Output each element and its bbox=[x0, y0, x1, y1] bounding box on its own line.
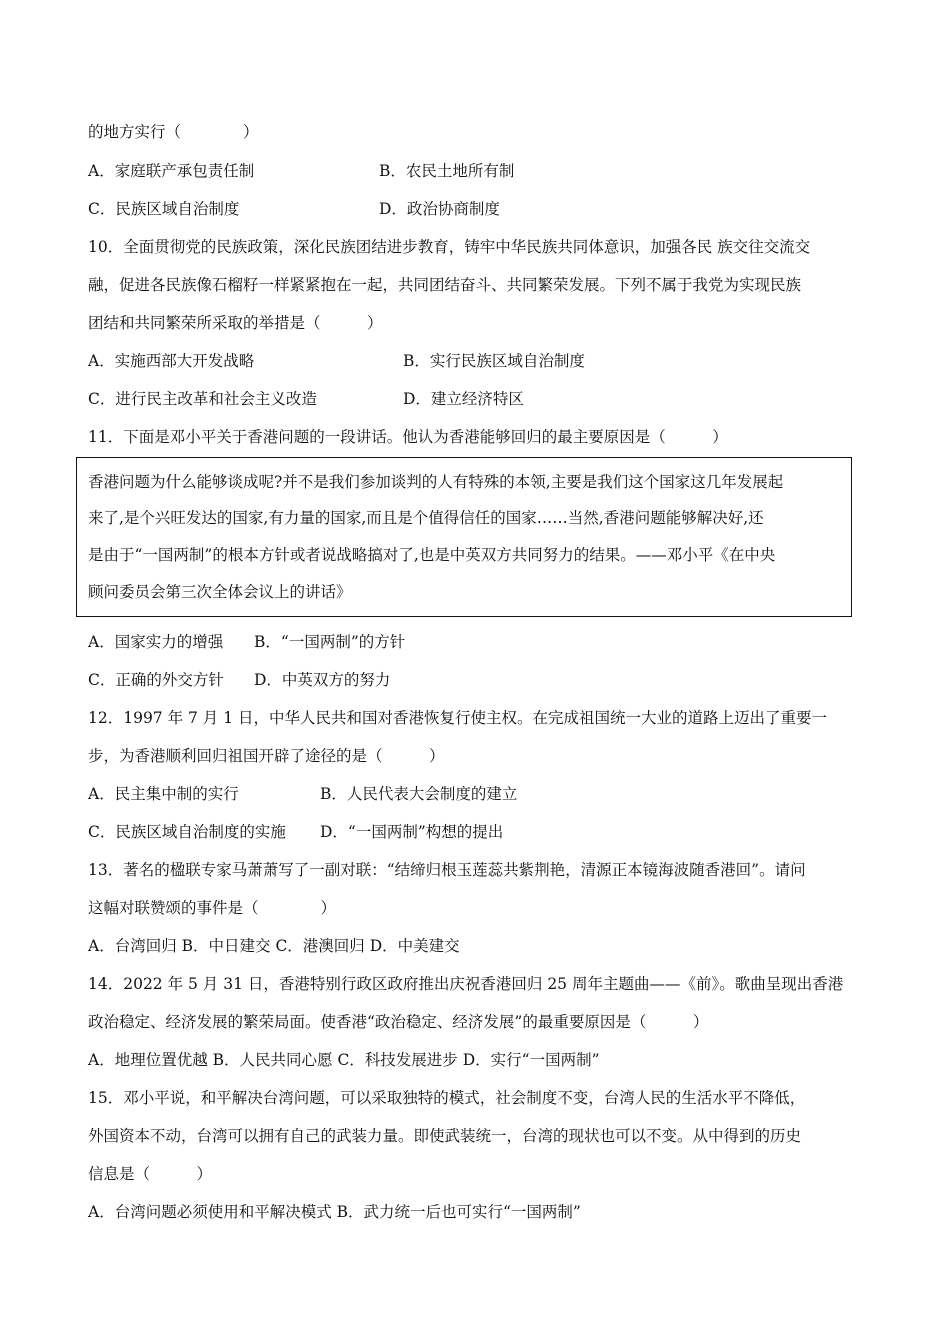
q12-option-b[interactable]: B．人民代表大会制度的建立 bbox=[320, 785, 518, 803]
q12-option-d[interactable]: D．“一国两制”构想的提出 bbox=[320, 823, 504, 841]
q12-option-c[interactable]: C．民族区域自治制度的实施 bbox=[88, 823, 286, 841]
q9-option-d[interactable]: D．政治协商制度 bbox=[379, 200, 500, 218]
q14-stem-line-2: 政治稳定、经济发展的繁荣局面。使香港“政治稳定、经济发展”的最重要原因是（ ） bbox=[88, 1013, 709, 1031]
q12-stem-line-2: 步，为香港顺利回归祖国开辟了途径的是（ ） bbox=[88, 747, 445, 765]
q11-option-c[interactable]: C．正确的外交方针 bbox=[88, 671, 224, 689]
q10-option-c[interactable]: C．进行民主改革和社会主义改造 bbox=[88, 390, 317, 408]
q11-option-d[interactable]: D．中英双方的努力 bbox=[254, 671, 391, 689]
q13-stem-line-1: 13．著名的楹联专家马萧萧写了一副对联：“结缔归根玉莲蕊共紫荆艳，清源正本镜海波随香港回”。请问 bbox=[88, 861, 806, 879]
q10-option-d[interactable]: D．建立经济特区 bbox=[403, 390, 524, 408]
quote-line-2: 来了,是个兴旺发达的国家,有力量的国家,而且是个值得信任的国家……当然,香港问题能够解决好,还 bbox=[88, 509, 764, 527]
q14-stem-line-1: 14．2022 年 5 月 31 日，香港特别行政区政府推出庆祝香港回归 25 周年主题曲——《前》。歌曲呈现出香港 bbox=[88, 975, 844, 993]
q15-stem-line-1: 15．邓小平说，和平解决台湾问题，可以采取独特的模式，社会制度不变，台湾人民的生活水平不降低， bbox=[88, 1089, 806, 1107]
quote-line-1: 香港问题为什么能够谈成呢?并不是我们参加谈判的人有特殊的本领,主要是我们这个国家这几年发展起 bbox=[88, 473, 784, 491]
q10-option-a[interactable]: A．实施西部大开发战略 bbox=[88, 352, 255, 370]
q12-stem-line-1: 12．1997 年 7 月 1 日，中华人民共和国对香港恢复行使主权。在完成祖国统一大业的道路上迈出了重要一 bbox=[88, 709, 828, 727]
q15-stem-line-2: 外国资本不动，台湾可以拥有自己的武装力量。即使武装统一，台湾的现状也可以不变。从中得到的历史 bbox=[88, 1127, 802, 1145]
q10-stem-line-3: 团结和共同繁荣所采取的举措是（ ） bbox=[88, 314, 383, 332]
q15-stem-line-3: 信息是（ ） bbox=[88, 1165, 213, 1183]
q13-options[interactable]: A．台湾回归 B．中日建交 C．港澳回归 D．中美建交 bbox=[88, 937, 460, 955]
q13-stem-line-2: 这幅对联赞颂的事件是（ ） bbox=[88, 899, 337, 917]
q12-option-a[interactable]: A．民主集中制的实行 bbox=[88, 785, 239, 803]
q14-options[interactable]: A．地理位置优越 B．人民共同心愿 C．科技发展进步 D．实行“一国两制” bbox=[88, 1051, 600, 1069]
quote-line-3: 是由于“一国两制”的根本方针或者说战略搞对了,也是中英双方共同努力的结果。——邓小平《在中央 bbox=[88, 546, 776, 564]
q11-stem: 11．下面是邓小平关于香港问题的一段讲话。他认为香港能够回归的最主要原因是（ ） bbox=[88, 428, 728, 446]
q10-stem-line-2: 融，促进各民族像石榴籽一样紧紧抱在一起，共同团结奋斗、共同繁荣发展。下列不属于我党为实现民族 bbox=[88, 276, 802, 294]
quote-line-4: 顾问委员会第三次全体会议上的讲话》 bbox=[88, 583, 352, 601]
q9-stem-continuation: 的地方实行（ ） bbox=[88, 123, 259, 141]
q9-option-b[interactable]: B．农民土地所有制 bbox=[379, 162, 515, 180]
q10-stem-line-1: 10．全面贯彻党的民族政策，深化民族团结进步教育，铸牢中华民族共同体意识，加强各民 族交往交流交 bbox=[88, 238, 811, 256]
q10-option-b[interactable]: B．实行民族区域自治制度 bbox=[403, 352, 585, 370]
q15-options[interactable]: A．台湾问题必须使用和平解决模式 B．武力统一后也可实行“一国两制” bbox=[88, 1203, 581, 1221]
q11-option-a[interactable]: A．国家实力的增强 bbox=[88, 633, 224, 651]
q11-option-b[interactable]: B．“一国两制”的方针 bbox=[254, 633, 406, 651]
q9-option-c[interactable]: C．民族区域自治制度 bbox=[88, 200, 240, 218]
q9-option-a[interactable]: A．家庭联产承包责任制 bbox=[88, 162, 255, 180]
